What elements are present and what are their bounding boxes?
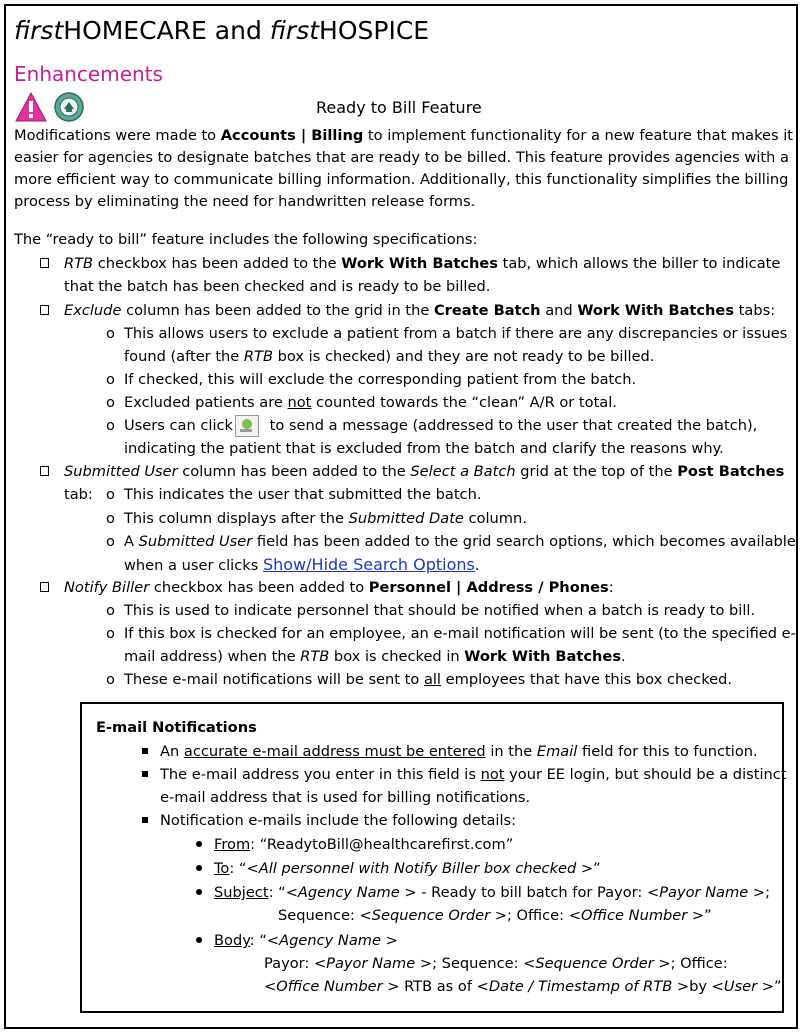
list-item: Submitted User column has been added to the Select a Batch grid at the top of the Post Batches tab:	[40, 460, 796, 483]
sub-list-item: o Users can click to send a message (addressed to the user that created the batch), indicating the patient that is excluded from the batch and clarify the reasons why.	[106, 414, 796, 460]
email-icon[interactable]	[235, 415, 259, 437]
sub-list-item: o If this box is checked for an employee, an e-mail notification will be sent (to the specified e-mail address) when the RTB box is checked in Work With Batches.	[106, 622, 796, 668]
dot-bullet-icon	[196, 937, 202, 943]
dot-bullet-icon	[196, 889, 202, 895]
detail-subject-line2: Sequence: <Sequence Order >; Office: <Office Number >”	[278, 907, 712, 924]
sub-list-item: o This indicates the user that submitted the batch.	[106, 483, 796, 506]
sub-list-item: o A Submitted User field has been added to the grid search options, which becomes available when a user clicks Show/Hide Search Options.	[106, 530, 796, 576]
sub-list-item: o Excluded patients are not counted towards the “clean” A/R or total.	[106, 391, 796, 414]
sub-list-item: o These e-mail notifications will be sent to all employees that have this box checked.	[106, 668, 796, 691]
specs-intro: The “ready to bill” feature includes the following specifications:	[14, 231, 478, 248]
circle-bullet-icon: o	[106, 625, 115, 642]
detail-body-line2: Payor: <Payor Name >; Sequence: <Sequence Order >; Office:	[264, 955, 728, 972]
email-notifications-box: E-mail Notifications An accurate e-mail address must be entered in the Email field for this to function. The e-mail address you enter in this field is not your EE login, but should be a distinct e-mail address that is used for billing notifications. Notification e-mails include the following details: From: “ReadytoBill@healthcarefirst.com” To: “<All personnel with Notify Biller box checked >” Subject: “<Agency Name > - Ready to bill batch for Payor: <Payor Name >; Sequence: <Sequence Order >; Office: <Office Number >” Body: “<Agency Name > Payor: <Payor Name >; Sequence: <Sequence Order >; Office: <Office Number > RTB as of <Date / Timestamp of RTB >by <User >”	[80, 702, 784, 1013]
circle-bullet-icon: o	[106, 325, 115, 342]
checkbox-bullet-icon	[40, 305, 49, 315]
feature-title: Ready to Bill Feature	[316, 98, 482, 117]
checkbox-bullet-icon	[40, 258, 49, 268]
sub-list-item: o If checked, this will exclude the corresponding patient from the batch.	[106, 368, 796, 391]
circle-bullet-icon: o	[106, 371, 115, 388]
circle-bullet-icon: o	[106, 671, 115, 688]
square-bullet-icon	[142, 748, 148, 754]
list-item: RTB checkbox has been added to the Work With Batches tab, which allows the biller to indicate that the batch has been checked and is ready to be billed.	[40, 252, 796, 298]
checkbox-bullet-icon	[40, 582, 49, 592]
circle-bullet-icon: o	[106, 394, 115, 411]
detail-body-line3: <Office Number > RTB as of <Date / Timestamp of RTB >by <User >”	[264, 978, 782, 995]
warning-icon	[16, 93, 46, 121]
list-item: Exclude column has been added to the grid in the Create Batch and Work With Batches tabs:	[40, 299, 796, 322]
show-hide-search-options-link[interactable]: Show/Hide Search Options	[262, 555, 475, 574]
circle-bullet-icon: o	[106, 486, 115, 503]
page-title: firstHOMECARE and firstHOSPICE	[14, 16, 430, 45]
enhancement-icon	[55, 93, 83, 121]
sub-list-item: o This allows users to exclude a patient from a batch if there are any discrepancies or issues found (after the RTB box is checked) and they are not ready to be billed.	[106, 322, 796, 368]
square-bullet-icon	[142, 817, 148, 823]
section-heading: Enhancements	[14, 62, 163, 86]
checkbox-bullet-icon	[40, 466, 49, 476]
list-item: Notify Biller checkbox has been added to Personnel | Address / Phones:	[40, 576, 796, 599]
sub-list-item: o This column displays after the Submitted Date column.	[106, 507, 796, 530]
circle-bullet-icon: o	[106, 510, 115, 527]
dot-bullet-icon	[196, 865, 202, 871]
intro-paragraph: Modifications were made to Accounts | Billing to implement functionality for a new feature that makes it easier for agencies to designate batches that are ready to be billed. This feature provides agencies with a more efficient way to communicate billing information. Additionally, this functionality simplifies the billing process by eliminating the need for handwritten release forms.	[14, 127, 794, 210]
feature-icons	[15, 91, 87, 123]
box-heading: E-mail Notifications	[96, 719, 257, 736]
circle-bullet-icon: o	[106, 533, 115, 550]
circle-bullet-icon: o	[106, 602, 115, 619]
circle-bullet-icon: o	[106, 417, 115, 434]
square-bullet-icon	[142, 771, 148, 777]
sub-list-item: o This is used to indicate personnel that should be notified when a batch is ready to bill.	[106, 599, 796, 622]
dot-bullet-icon	[196, 841, 202, 847]
list-item-continuation: e-mail address that is used for billing notifications.	[160, 789, 531, 806]
